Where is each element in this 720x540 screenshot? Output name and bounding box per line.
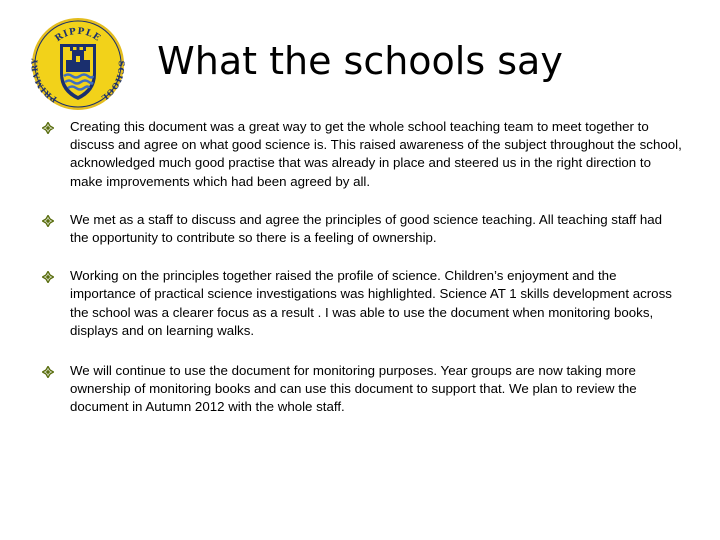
bullet-item bbox=[42, 211, 682, 247]
bullet-text: Creating this document was a great way to get the whole school teaching team to meet together to discuss and agree on what good science is. This raised awareness of the subject throughout the school, acknowledged much good practise that was already in place and steered us in the right direction to make improvements which had been agreed by all. bbox=[70, 119, 682, 189]
bullet-text: Working on the principles together raised the profile of science. Children’s enjoyment and the importance of practical science investigations was highlighted. Science AT 1 skills development across the school was a clearer focus as a result . I was able to use the document when monitoring books, displays and on learning walks. bbox=[70, 268, 672, 338]
slide-title: What the schools say bbox=[157, 39, 563, 83]
bullet-list bbox=[42, 118, 682, 437]
logo-text-right: SCHOOL bbox=[99, 60, 126, 104]
diamond-bullet-icon bbox=[42, 211, 70, 232]
bullet-text: We will continue to use the document for monitoring purposes. Year groups are now taking more ownership of monitoring books and can use this document to support that. We plan to review the document in Autumn 2012 with the whole staff. bbox=[70, 363, 637, 415]
diamond-bullet-icon bbox=[42, 118, 70, 139]
diamond-bullet-icon bbox=[42, 267, 70, 288]
logo-text-top: RIPPLE bbox=[53, 26, 103, 45]
bullet-item bbox=[42, 362, 682, 417]
bullet-item bbox=[42, 267, 682, 340]
bullet-item bbox=[42, 118, 682, 191]
diamond-bullet-icon bbox=[42, 362, 70, 383]
logo-text-left: PRIMARY bbox=[30, 57, 59, 105]
school-logo bbox=[30, 16, 126, 112]
bullet-text: We met as a staff to discuss and agree the principles of good science teaching. All teaching staff had the opportunity to contribute so there is a feeling of ownership. bbox=[70, 211, 663, 246]
school-crest-icon bbox=[30, 16, 126, 112]
